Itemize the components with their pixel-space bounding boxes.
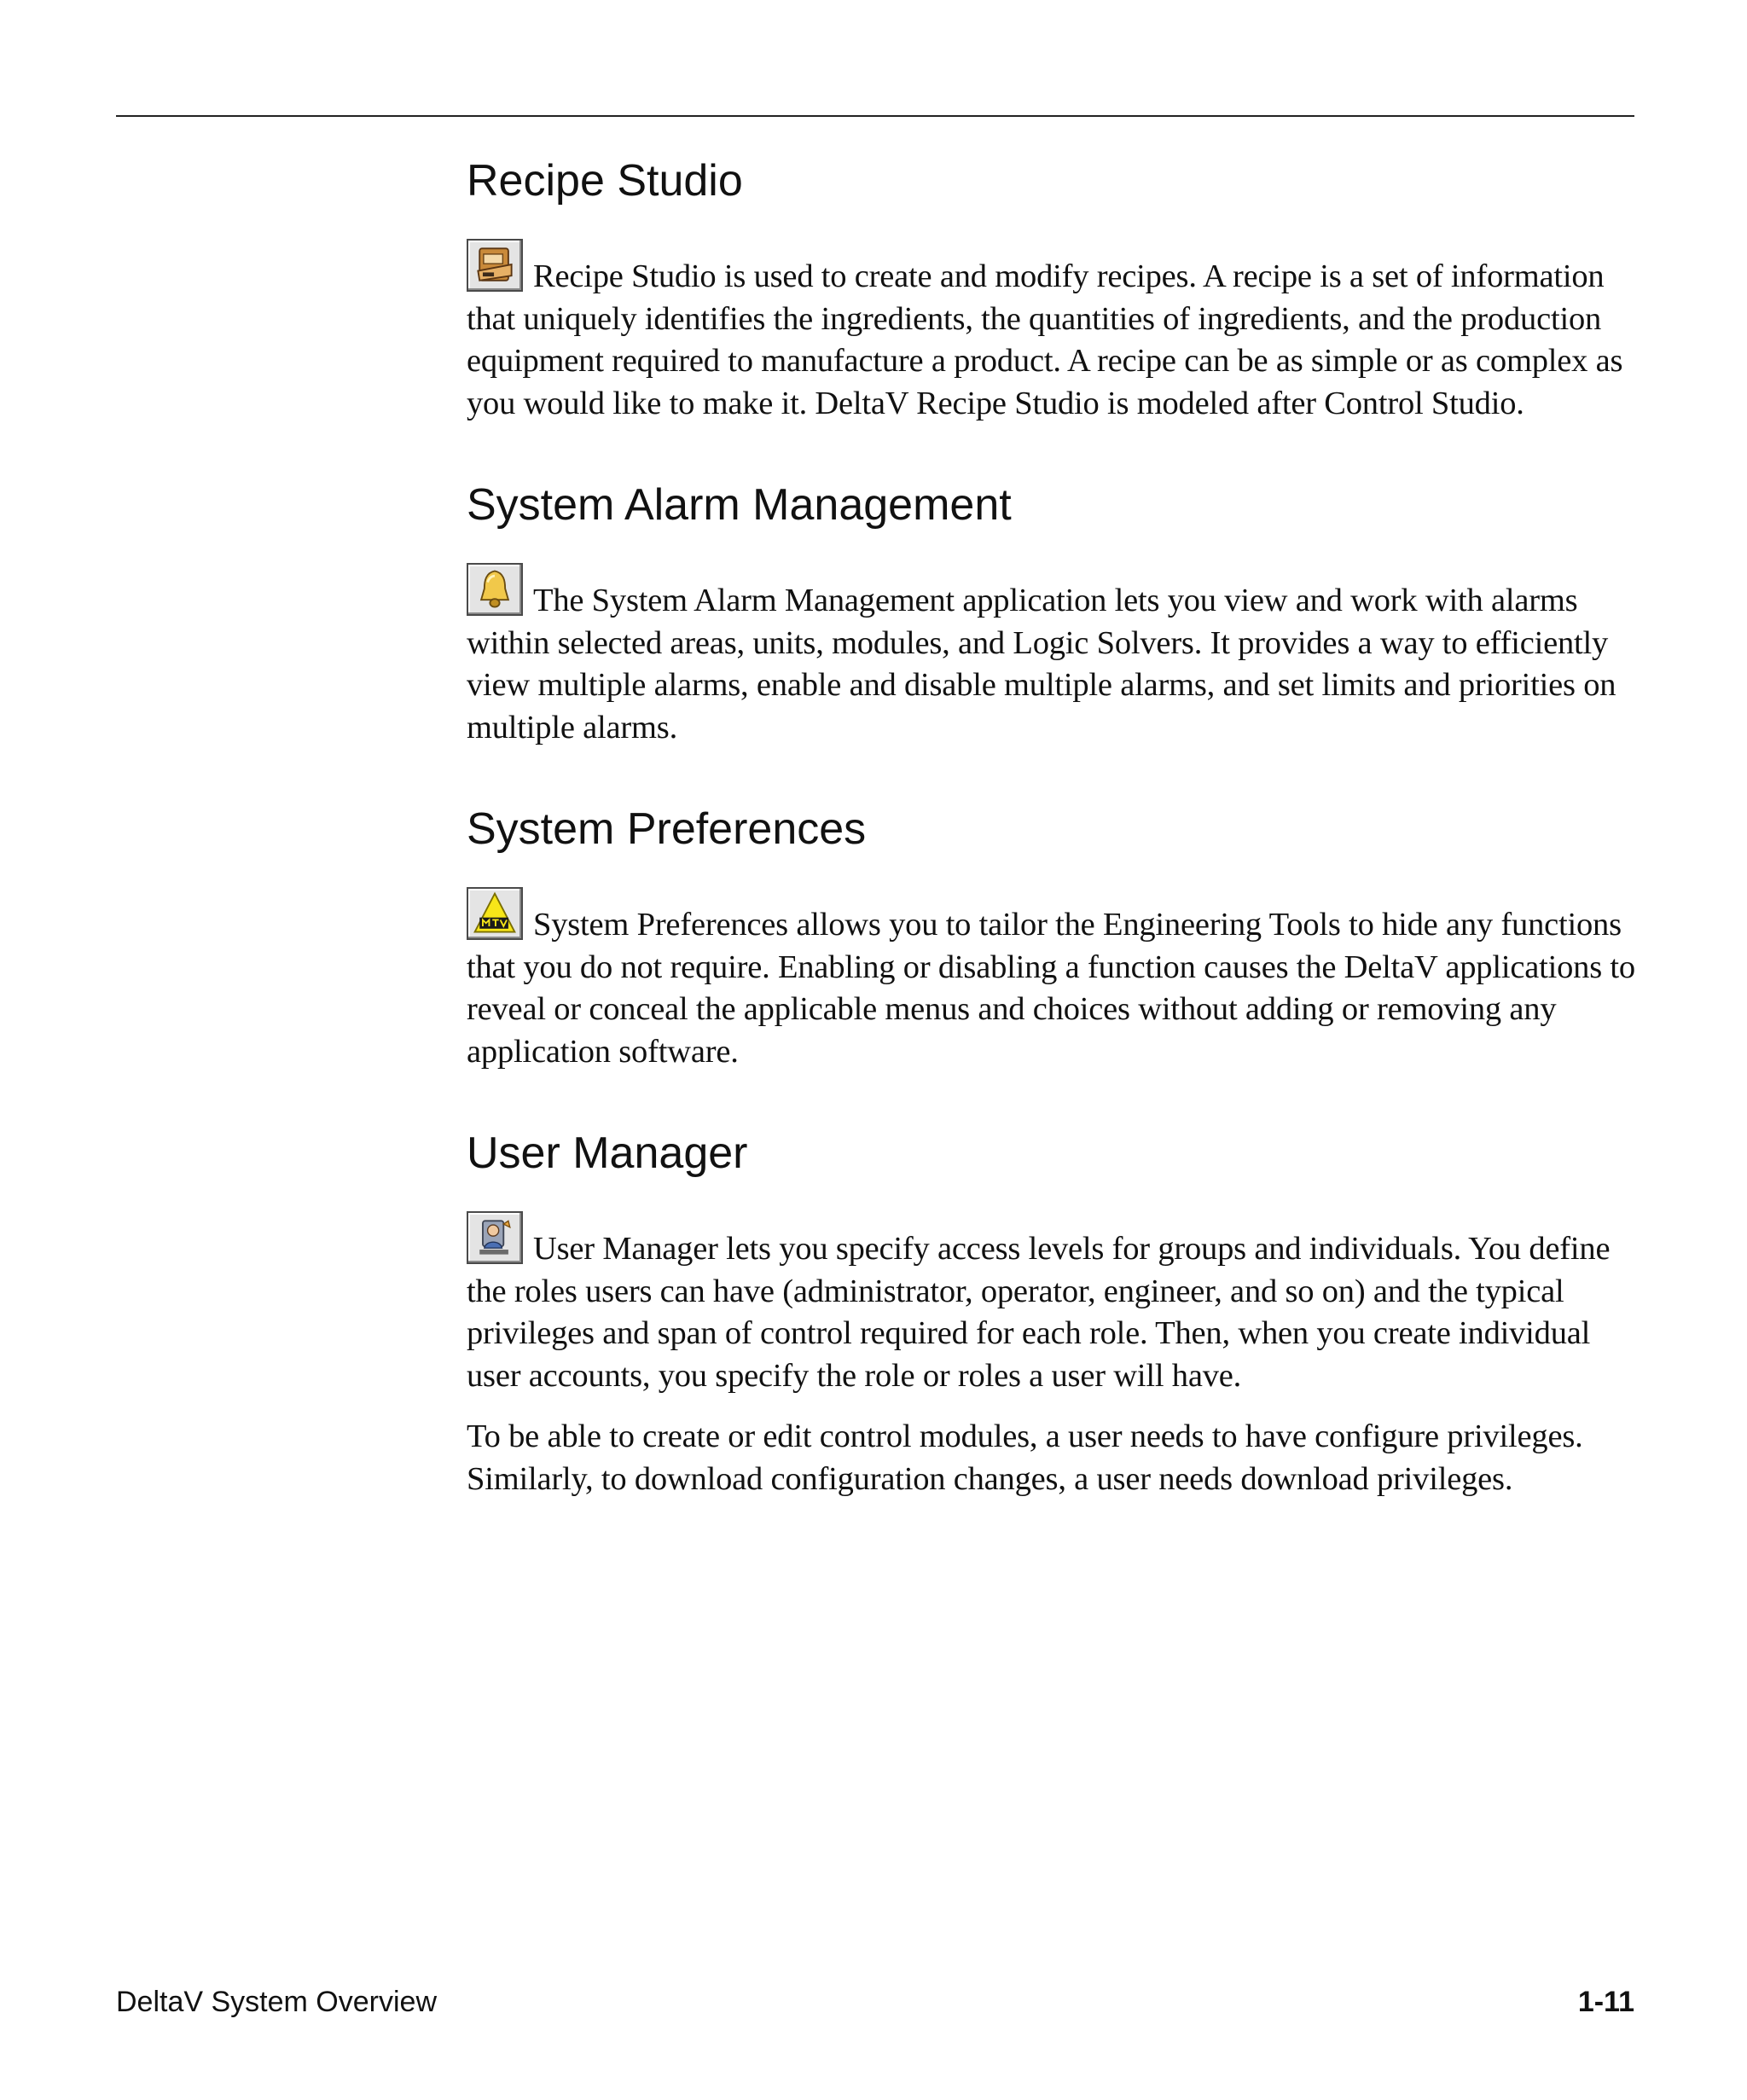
paragraph-text: User Manager lets you specify access levels for groups and individuals. You define the roles users can have (administrator, operator, engineer, and so on) and the typical privileges and span of control required for each role. Then, when you create individual user accounts, you specify the role or roles a user will have.: [467, 1231, 1611, 1394]
section-paragraph: [467, 563, 1635, 749]
system-preferences-icon: [467, 887, 523, 940]
footer-document-title: DeltaV System Overview: [116, 1986, 437, 2018]
section-heading: User Manager: [467, 1128, 748, 1178]
user-manager-icon: [467, 1211, 523, 1264]
paragraph-text: System Preferences allows you to tailor the Engineering Tools to hide any functions that you do not require. Enabling or disabling a function causes the DeltaV applications to reveal or conceal the applicable menus and choices without adding or removing any application software.: [467, 907, 1635, 1070]
recipe-studio-icon: [467, 239, 523, 292]
section-spacer: [467, 425, 1635, 478]
section-paragraph: [467, 239, 1635, 425]
footer-page-number: 1-11: [1577, 1986, 1634, 2018]
section-heading: System Preferences: [467, 804, 867, 854]
alarm-bell-icon: [467, 563, 523, 616]
section-heading: System Alarm Management: [467, 480, 1012, 530]
section-paragraph: To be able to create or edit control modules, a user needs to have configure privileges. Similarly, to download configuration changes, a user needs download privileges.: [467, 1418, 1583, 1497]
section-user-manager: [467, 1126, 1635, 1500]
header-rule: [116, 115, 1634, 117]
paragraph-text: Recipe Studio is used to create and modify recipes. A recipe is a set of information that uniquely identifies the ingredients, the quantities of ingredients, and the production equipment required to manufacture a product. A recipe can be as simple or as complex as you would like to make it. DeltaV Recipe Studio is modeled after Control Studio.: [467, 258, 1623, 421]
section-paragraph: [467, 1211, 1635, 1397]
section-recipe-studio: [467, 154, 1635, 425]
page-content: [467, 154, 1635, 1500]
section-system-alarm-management: [467, 478, 1635, 749]
section-spacer: [467, 749, 1635, 802]
section-paragraph: [467, 887, 1635, 1073]
section-system-preferences: [467, 802, 1635, 1073]
section-heading: Recipe Studio: [467, 156, 743, 206]
section-spacer: [467, 1073, 1635, 1126]
paragraph-text: The System Alarm Management application lets you view and work with alarms within selected areas, units, modules, and Logic Solvers. It provides a way to efficiently view multiple alarms, enable and disable multiple alarms, and set limits and priorities on multiple alarms.: [467, 583, 1616, 745]
